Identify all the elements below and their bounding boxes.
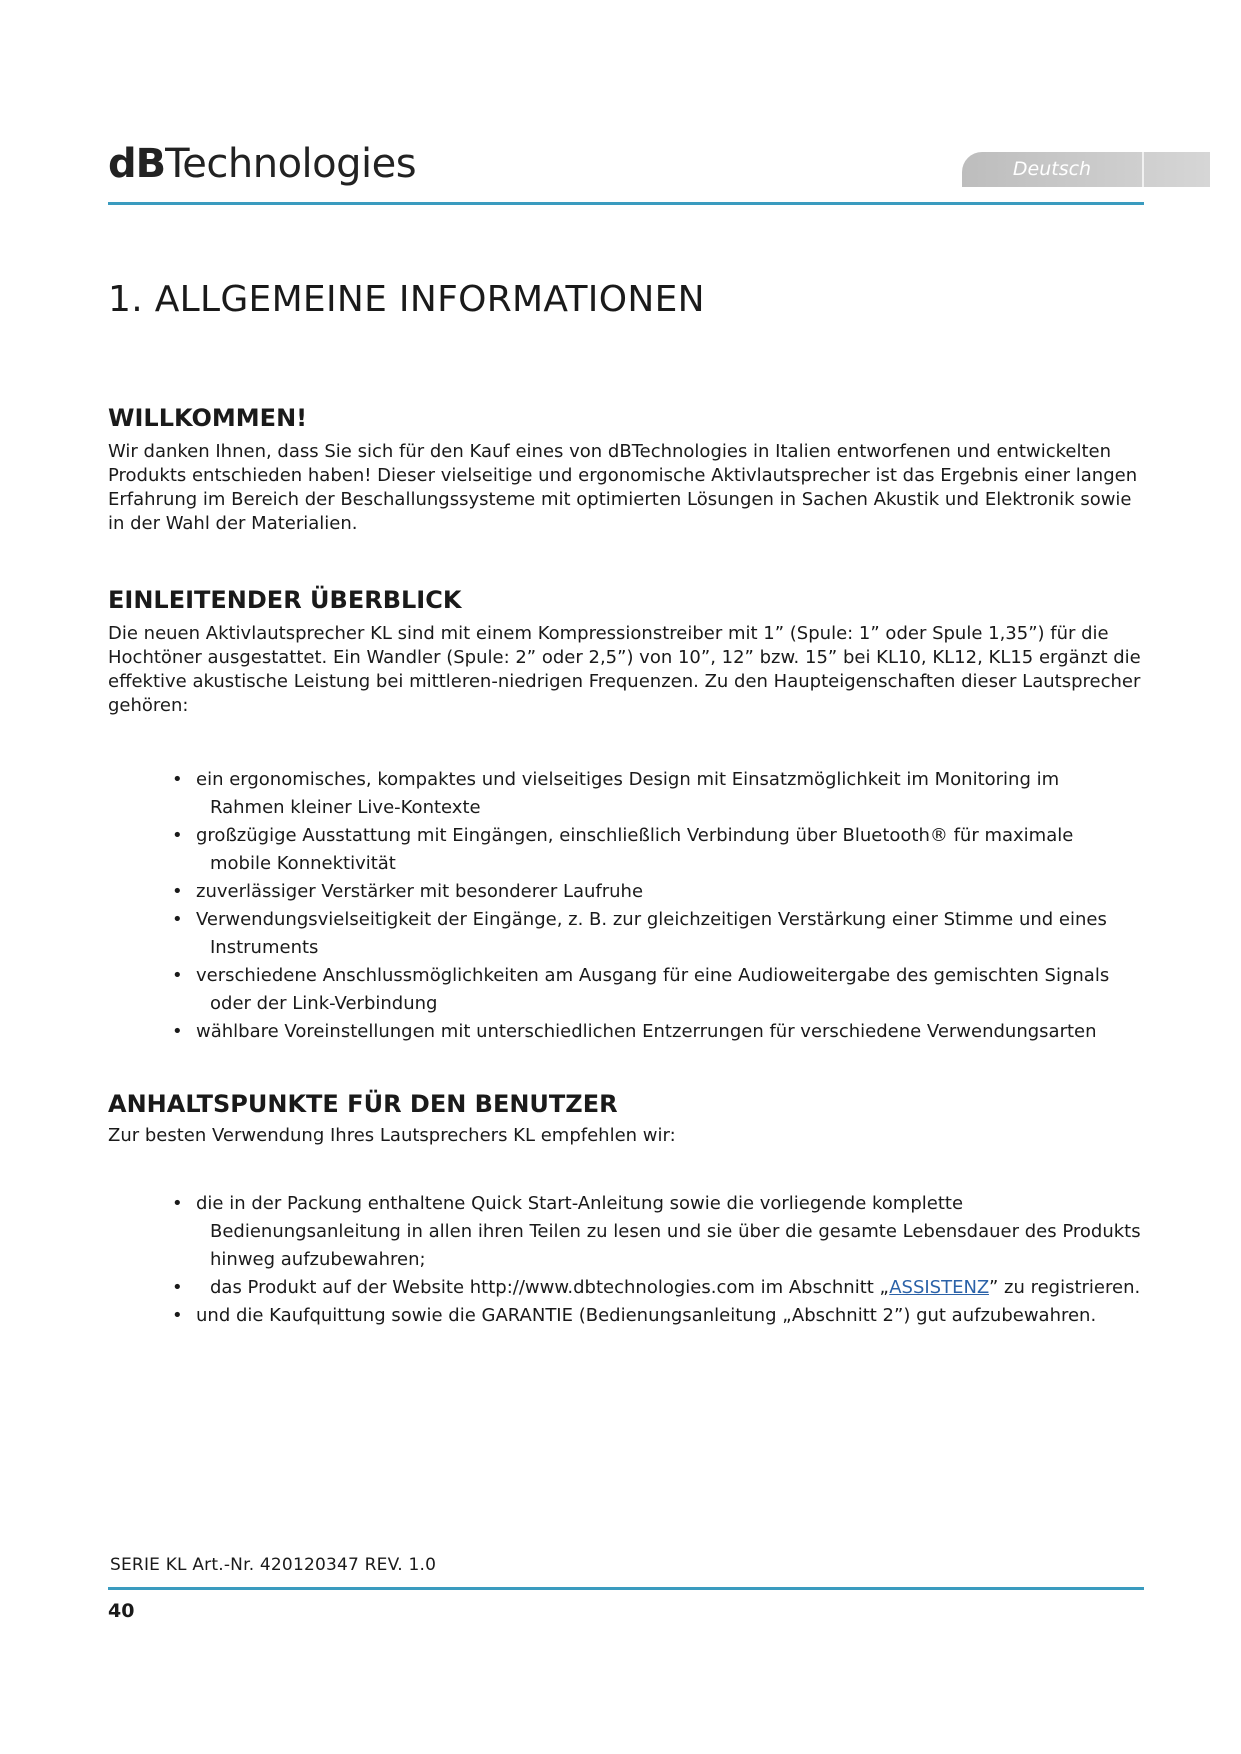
bullet-dot: • bbox=[172, 769, 183, 790]
list-item bbox=[172, 1274, 1152, 1302]
list-item-text: Verwendungsvielseitigkeit der Eingänge, z. B. zur gleichzeitigen Verstärkung einer Stimme und eines bbox=[196, 909, 1107, 930]
user-intro: Zur besten Verwendung Ihres Lautsprechers KL empfehlen wir: bbox=[108, 1125, 676, 1146]
list-item bbox=[172, 822, 1152, 878]
logo-technologies: Technologies bbox=[165, 141, 417, 187]
welcome-heading: WILLKOMMEN! bbox=[108, 404, 308, 432]
language-tab[interactable] bbox=[962, 152, 1210, 187]
overview-line: effektive akustische Leistung bei mittleren-niedrigen Frequenzen. Zu den Haupteigenschaften dieser Lautsprecher bbox=[108, 671, 1141, 692]
welcome-line: Wir danken Ihnen, dass Sie sich für den Kauf eines von dBTechnologies in Italien entworfenen und entwickelten bbox=[108, 441, 1111, 462]
list-item-text: verschiedene Anschlussmöglichkeiten am Ausgang für eine Audioweitergabe des gemischten Signals bbox=[196, 965, 1110, 986]
welcome-line: in der Wahl der Materialien. bbox=[108, 513, 358, 534]
list-item bbox=[172, 1190, 1152, 1274]
overview-section bbox=[108, 584, 1148, 718]
list-item bbox=[172, 766, 1152, 822]
list-item bbox=[172, 1018, 1152, 1046]
list-item-text: Rahmen kleiner Live-Kontexte bbox=[210, 797, 481, 818]
recommendation-list bbox=[172, 1190, 1152, 1330]
assistenz-link[interactable]: ASSISTENZ bbox=[889, 1277, 989, 1298]
brand-logo bbox=[108, 140, 416, 188]
bullet-dot: • bbox=[172, 909, 183, 930]
overview-heading: EINLEITENDER ÜBERBLICK bbox=[108, 586, 462, 614]
bullet-dot: • bbox=[172, 1277, 183, 1298]
bullet-dot: • bbox=[172, 1305, 183, 1326]
overview-line: Hochtöner ausgestattet. Ein Wandler (Spule: 2” oder 2,5”) von 10”, 12” bzw. 15” bei KL10, KL12, KL15 ergänzt die bbox=[108, 647, 1141, 668]
list-item-text: wählbare Voreinstellungen mit unterschiedlichen Entzerrungen für verschiedene Verwendungsarten bbox=[196, 1021, 1097, 1042]
feature-list bbox=[172, 766, 1152, 1046]
list-item-text: großzügige Ausstattung mit Eingängen, einschließlich Verbindung über Bluetooth® für maximale bbox=[196, 825, 1074, 846]
welcome-line: Produkts entschieden haben! Dieser vielseitige und ergonomische Aktivlautsprecher ist das Ergebnis einer langen bbox=[108, 465, 1138, 486]
list-item-text: hinweg aufzubewahren; bbox=[210, 1249, 426, 1270]
list-item-text: und die Kaufquittung sowie die GARANTIE (Bedienungsanleitung „Abschnitt 2”) gut aufzubewahren. bbox=[196, 1305, 1097, 1326]
list-item bbox=[172, 962, 1152, 1018]
bullet-dot: • bbox=[172, 825, 183, 846]
list-item-text: Instruments bbox=[210, 937, 319, 958]
list-item bbox=[172, 878, 1152, 906]
user-section bbox=[108, 1088, 1148, 1148]
list-item-text: ein ergonomisches, kompaktes und vielseitiges Design mit Einsatzmöglichkeit im Monitoring im bbox=[196, 769, 1060, 790]
bullet-dot: • bbox=[172, 1021, 183, 1042]
page-number: 40 bbox=[108, 1600, 135, 1622]
list-item-text: ” zu registrieren. bbox=[988, 1277, 1141, 1298]
list-item-text: das Produkt auf der Website http://www.dbtechnologies.com im Abschnitt „ bbox=[210, 1277, 890, 1298]
bullet-dot: • bbox=[172, 965, 183, 986]
list-item-text: oder der Link-Verbindung bbox=[210, 993, 438, 1014]
bullet-dot: • bbox=[172, 881, 183, 902]
page-title: 1. ALLGEMEINE INFORMATIONEN bbox=[108, 279, 705, 320]
list-item-text: die in der Packung enthaltene Quick Start-Anleitung sowie die vorliegende komplette bbox=[196, 1193, 964, 1214]
welcome-line: Erfahrung im Bereich der Beschallungssysteme mit optimierten Lösungen in Sachen Akustik und Elektronik sowie bbox=[108, 489, 1132, 510]
list-item-text: Bedienungsanleitung in allen ihren Teilen zu lesen und sie über die gesamte Lebensdauer des Produkts bbox=[210, 1221, 1141, 1242]
footer-rule bbox=[108, 1587, 1144, 1590]
overview-line: Die neuen Aktivlautsprecher KL sind mit einem Kompressionstreiber mit 1” (Spule: 1” oder Spule 1,35”) für die bbox=[108, 623, 1109, 644]
logo-db: dB bbox=[108, 141, 166, 187]
footer-doc-info: SERIE KL Art.-Nr. 420120347 REV. 1.0 bbox=[110, 1555, 437, 1575]
bullet-dot: • bbox=[172, 1193, 183, 1214]
list-item-text: zuverlässiger Verstärker mit besonderer Laufruhe bbox=[196, 881, 644, 902]
list-item bbox=[172, 906, 1152, 962]
list-item-text: mobile Konnektivität bbox=[210, 853, 396, 874]
tab-separator bbox=[1142, 152, 1144, 187]
overview-line: gehören: bbox=[108, 695, 189, 716]
list-item bbox=[172, 1302, 1152, 1330]
user-heading: ANHALTSPUNKTE FÜR DEN BENUTZER bbox=[108, 1090, 618, 1118]
language-label: Deutsch bbox=[1012, 158, 1092, 180]
welcome-section bbox=[108, 402, 1148, 536]
header-rule bbox=[108, 202, 1144, 205]
